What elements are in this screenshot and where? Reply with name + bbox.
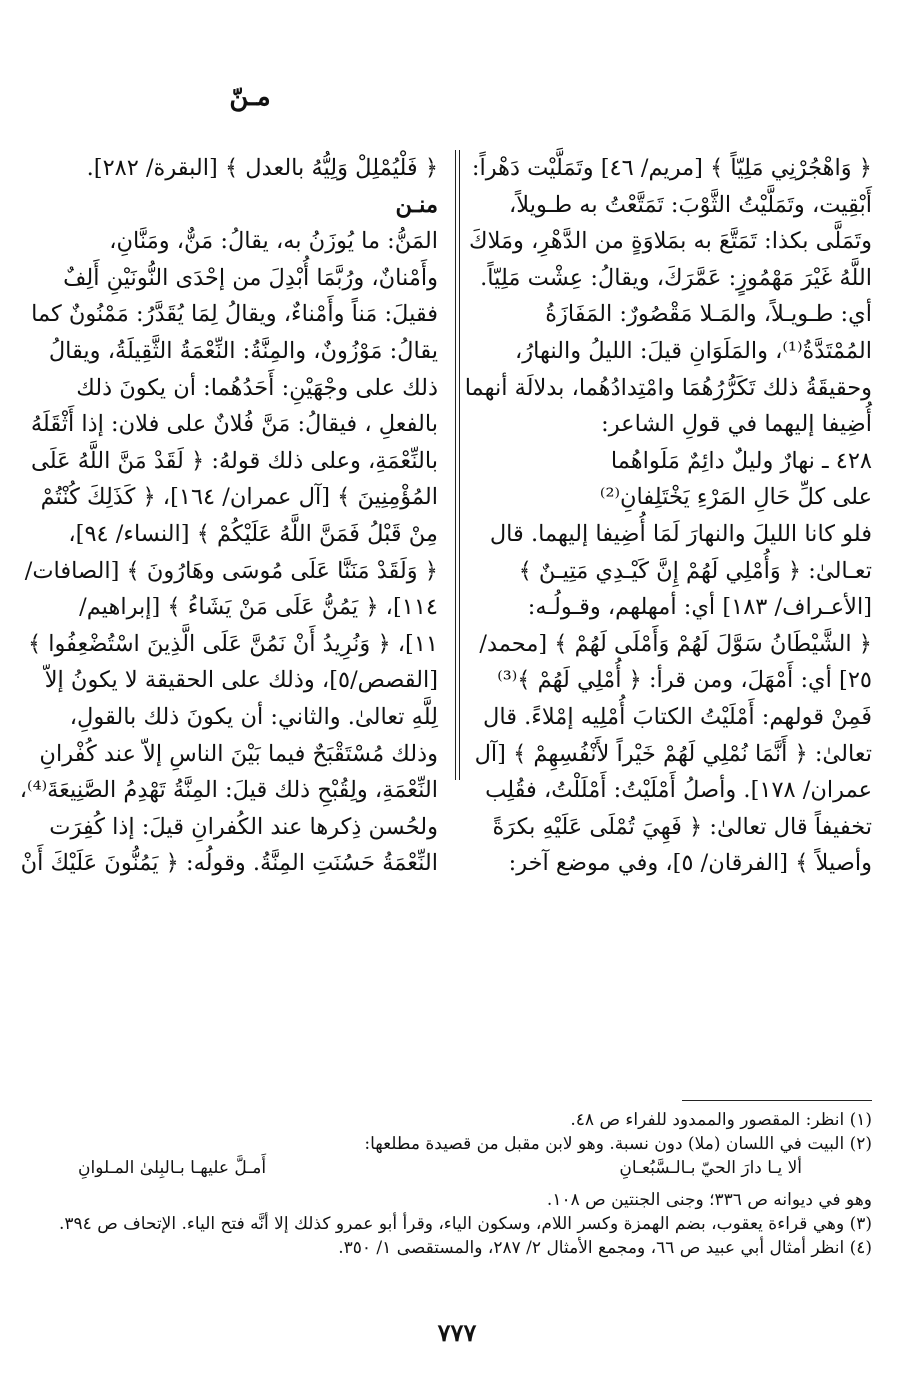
right-column-line: ٤٢٨ ـ نهارٌ وليلٌ دائِمٌ مَلَواهُما	[610, 447, 872, 474]
right-column-line: ٢٥] أي: أَمْهَلَ، ومن قرأ: ﴿ أُمْلِي لَهُمْ ﴾⁽³⁾	[497, 667, 872, 694]
column-divider-inner	[455, 150, 456, 780]
right-column-line: المُمْتَدَّةُ⁽¹⁾، والمَلَوَانِ قيلَ: الليلُ والنهارُ،	[515, 337, 872, 364]
right-column-line: أي: طـويـلاً، والمَـلا مَقْصُورٌ: المَفَازَةُ	[545, 301, 872, 328]
left-column-line: ﴿ فَلْيُمْلِلْ وَلِيُّهُ بالعدل ﴾ [البقرة/ ٢٨٢].	[86, 155, 438, 181]
right-column-line: ﴿ وَاهْجُرْنِي مَلِيّاً ﴾ [مريم/ ٤٦] وتَمَلَّيْت دَهْراً:	[471, 155, 872, 181]
left-column-line: ﴿ وَلَقَدْ مَنَنَّا عَلَى مُوسَى وهَارُونَ ﴾ [الصافات/	[24, 557, 438, 584]
page-header: مـنّ	[229, 82, 271, 112]
right-column-line: تخفيفاً قال تعالىٰ: ﴿ فَهِيَ تُمْلَى عَلَيْهِ بكرَةً	[492, 813, 872, 840]
footnote-3: (٣) وهي قراءة يعقوب، بضم الهمزة وكسر اللام، وسكون الياء، وقرأ أبو عمرو كذلك إلا أنَّه فتح الياء. الإتحاف ص ٣٩٤.	[59, 1214, 872, 1234]
right-column-line: ﴿ الشَّيْطَانُ سَوَّلَ لَهُمْ وَأَمْلَى لَهُمْ ﴾ [محمد/	[479, 630, 872, 657]
left-column-line: يقالُ: مَوْزُونٌ، والمِنَّةُ: النِّعْمَةُ الثَّقِيلَةُ، ويقالُ	[48, 337, 438, 364]
footnote-separator	[682, 1100, 872, 1101]
right-column	[462, 150, 872, 882]
left-column-line: المَنُّ: ما يُوزَنُ به، يقالُ: مَنٌّ، ومَنَّانِ،	[109, 228, 438, 255]
left-column-line: ولحُسن ذِكرها عند الكُفرانِ قيلَ: إذا كُفِرَت	[49, 813, 438, 840]
left-column	[19, 150, 438, 882]
verse-second-hemistich: أَمـلَّ عليهـا بـالبِلىٰ المـلوانِ	[78, 1158, 267, 1178]
right-column-line: وأصيلاً ﴾ [الفرقان/ ٥]، وفي موضع آخر:	[508, 850, 872, 877]
left-column-line: ١١٤]، ﴿ يَمُنُّ عَلَى مَنْ يَشَاءُ ﴾ [إبراهيم/	[79, 594, 438, 621]
left-column-line: فقيلَ: مَناً وأَمْناءٌ، ويقالُ لِمَا يُقَدَّرُ: مَمْنُونٌ كما	[31, 301, 438, 328]
footnotes	[38, 1108, 872, 1260]
footnote-2: (٢) البيت في اللسان (ملا) دون نسبة. وهو لابن مقبل من قصيدة مطلعها:	[364, 1134, 872, 1154]
right-column-line: فَمِنْ قولهم: أَمْلَيْتُ الكتابَ أُمْلِيه إمْلاءً. قال	[483, 703, 872, 730]
right-column-line: تعالىٰ: ﴿ أَنَّمَا نُمْلِي لَهُمْ خَيْراً لأَنْفُسِهِمْ ﴾ [آل	[474, 740, 872, 767]
left-column-line: منـن	[395, 191, 438, 218]
left-column-line: ١١]، ﴿ وَنُرِيدُ أَنْ نَمُنَّ عَلَى الَّذِينَ اسْتُضْعِفُوا ﴾	[27, 630, 438, 657]
left-column-line: النِّعْمَةِ، ولِقُبْحِ ذلك قيلَ: المِنَّةُ تَهْدِمُ الصَّنِيعَةَ⁽⁴⁾،	[19, 777, 438, 804]
verse-first-hemistich: ألا يـا دارَ الحيّ بـالـسَّبُعـانِ	[619, 1158, 802, 1178]
left-column-line: بالنِّعْمَةِ، وعلى ذلك قولهُ: ﴿ لَقَدْ مَنَّ اللَّهُ عَلَى	[30, 447, 438, 474]
left-column-line: بالفعلِ ، فيقالُ: مَنَّ فُلانٌ على فلان: إذا أَثْقَلَهُ	[30, 411, 438, 438]
right-column-line: فلو كانا الليلَ والنهارَ لَمَا أُضِيفا إليهما. قال	[489, 520, 872, 547]
right-column-line: [الأعـراف/ ١٨٣] أي: أمهلهم، وقـولُـه:	[527, 594, 872, 621]
left-column-line: [القصص/٥]، وذلك على الحقيقة لا يكونُ إلاّ	[44, 667, 438, 694]
right-column-line: اللَّهُ غَيْرَ مَهْمُوزٍ: عَمَّرَكَ، ويقالُ: عِشْت مَلِيّاً.	[480, 264, 872, 291]
footnote-2-source: وهو في ديوانه ص ٣٣٦؛ وجنى الجنتين ص ١٠٨.	[546, 1190, 872, 1210]
right-column-line: أَبْقِيت، وتَمَلَّيْتُ الثَّوْبَ: تَمَتَّعْتُ به طـويلاً،	[509, 191, 872, 218]
right-column-line: وتَمَلَّى بكذا: تَمَتَّعَ به بمَلاوَةٍ من الدَّهْرِ، ومَلاكَ	[469, 228, 872, 255]
left-column-line: وأَمْنانٌ، ورُبَّمَا أُبْدِلَ من إحْدَى النُّونَيْنِ أَلِفٌ	[63, 264, 438, 291]
page-number: ٧٧٧	[437, 1318, 477, 1347]
footnote-verse	[38, 1156, 872, 1180]
right-column-line: تعـالىٰ: ﴿ وَأُمْلِي لَهُمْ إِنَّ كَيْـدِي مَتِيـنٌ ﴾	[518, 557, 872, 584]
right-column-line: أُضِيفا إليهما في قولِ الشاعر:	[601, 411, 872, 438]
right-column-line: عمران/ ١٧٨]. وأصلُ أَمْلَيْتُ: أَمْلَلْتُ، فقُلِب	[485, 777, 872, 804]
footnote-1: (١) انظر: المقصور والممدود للفراء ص ٤٨.	[570, 1110, 872, 1130]
left-column-line: مِنْ قَبْلُ فَمَنَّ اللَّهُ عَلَيْكُمْ ﴾ [النساء/ ٩٤]،	[68, 520, 438, 547]
footnote-4: (٤) انظر أمثال أبي عبيد ص ٦٦، ومجمع الأمثال ٢/ ٢٨٧، والمستقصى ١/ ٣٥٠.	[338, 1238, 872, 1258]
right-column-line: على كلِّ حَالِ المَرْءِ يَخْتَلِفانِ⁽²⁾	[599, 484, 872, 511]
left-column-line: المُؤْمِنِينَ ﴾ [آل عمران/ ١٦٤]، ﴿ كَذَلِكَ كُنْتُمْ	[40, 484, 438, 511]
left-column-line: النِّعْمَةُ حَسُنَتِ المِنَّةُ. وقولُه: ﴿ يَمُنُّونَ عَلَيْكَ أَنْ	[20, 850, 438, 877]
left-column-line: وذلك مُسْتَقْبَحٌ فيما بَيْنَ الناسِ إلاّ عند كُفْرانِ	[39, 740, 438, 767]
column-divider	[459, 150, 460, 780]
right-column-line: وحقيقَةُ ذلك تَكَرُّرُهُمَا وامْتِدادُهُما، بدلالَة أنهما	[464, 374, 872, 401]
left-column-line: لِلَّهِ تعالىٰ. والثاني: أن يكونَ ذلك بالقولِ،	[69, 703, 438, 730]
left-column-line: ذلك على وجْهَيْنِ: أَحَدُهُما: أن يكونَ ذلك	[76, 374, 438, 401]
